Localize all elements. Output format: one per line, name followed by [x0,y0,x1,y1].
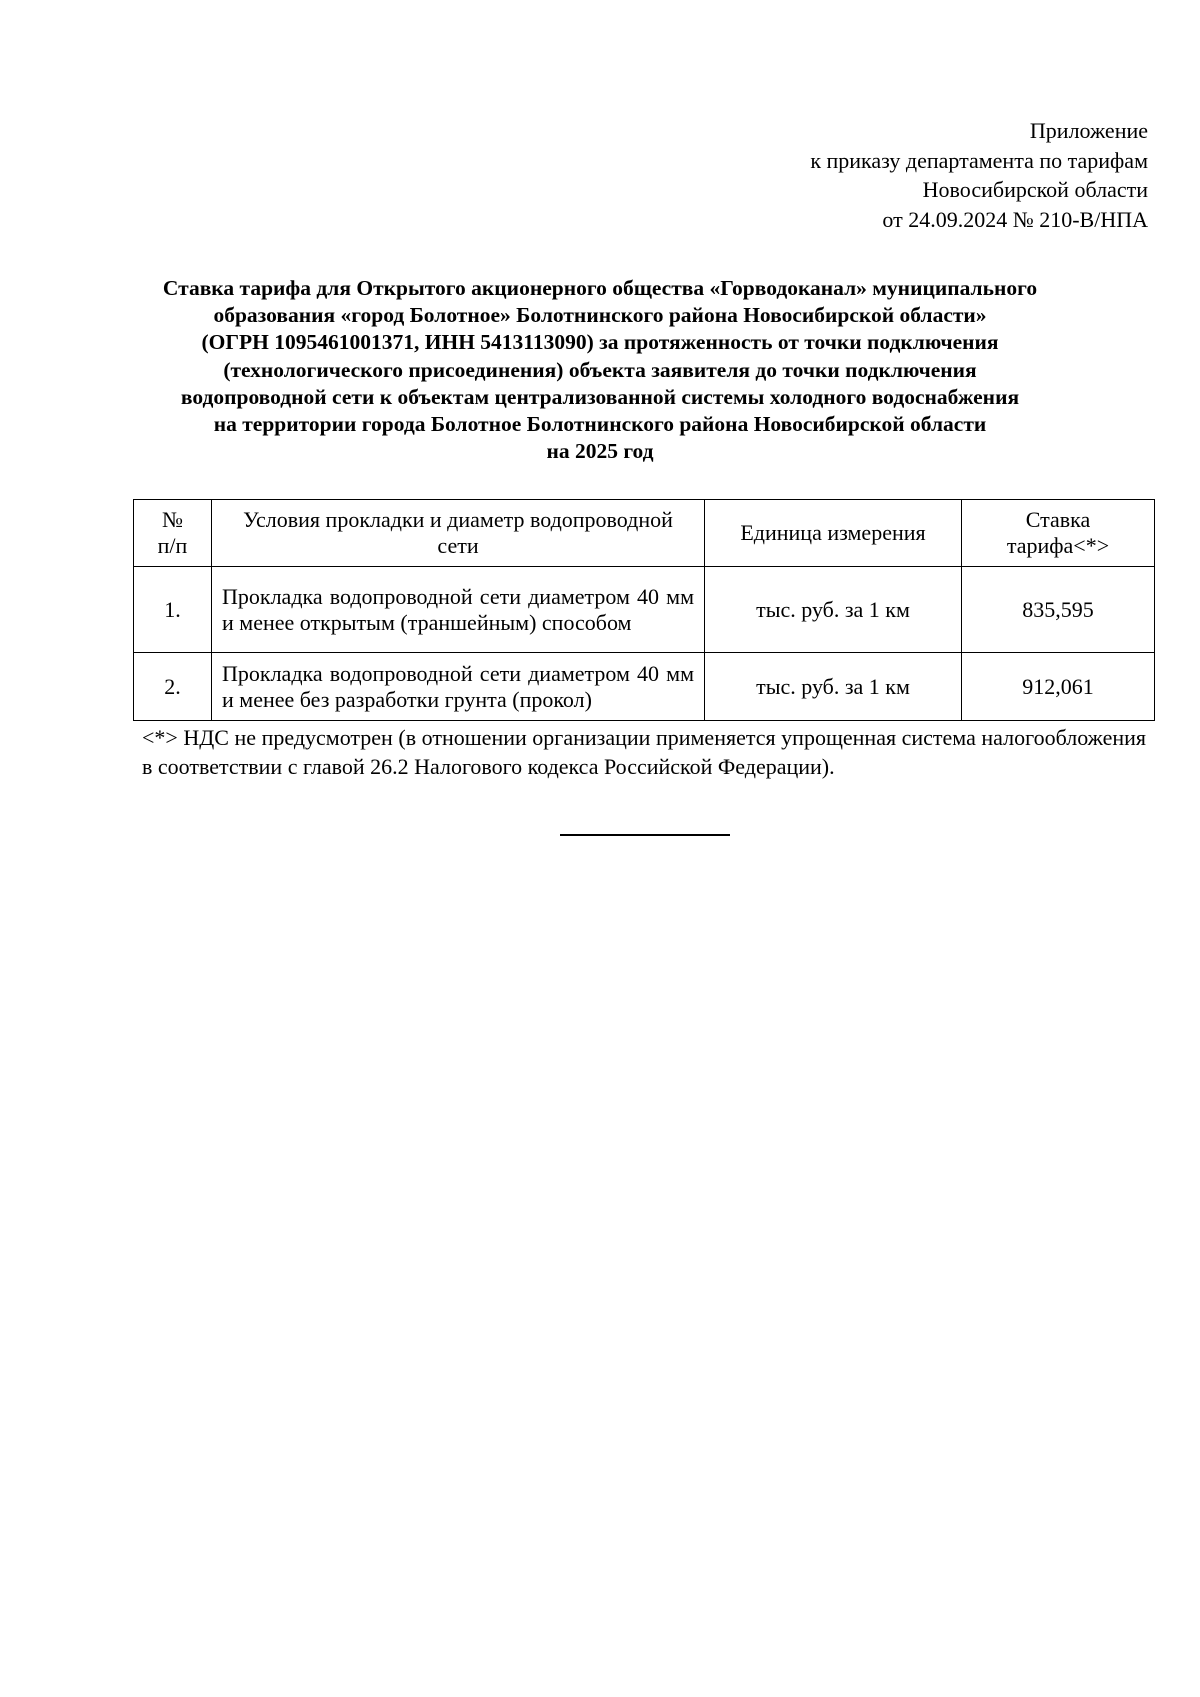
header-unit: Единица измерения [705,500,962,567]
closing-separator-line [560,834,730,836]
header-rate: Ставка тарифа<*> [962,500,1155,567]
row-conditions: Прокладка водопроводной сети диаметром 40 мм и менее без разработки грунта (прокол) [212,653,705,721]
table-header-row [134,500,1155,567]
row-unit: тыс. руб. за 1 км [705,653,962,721]
vat-footnote: <*> НДС не предусмотрен (в отношении организации применяется упрощенная система налогообложения в соответствии с главой 26.2 Налогового кодекса Российской Федерации). [142,725,1146,779]
title-line: Ставка тарифа для Открытого акционерного общества «Горводоканал» муниципального [162,276,1038,300]
row-number: 2. [134,653,212,721]
header-conditions: Условия прокладки и диаметр водопроводной сети [212,500,705,567]
title-line: (ОГРН 1095461001371, ИНН 5413113090) за протяженность от точки подключения [201,330,999,355]
row-conditions: Прокладка водопроводной сети диаметром 40 мм и менее открытым (траншейным) способом [212,567,705,653]
title-line: на территории города Болотное Болотнинского района Новосибирской области [213,412,987,437]
table-row [134,567,1155,653]
row-rate: 912,061 [962,653,1155,721]
document-title [130,275,1070,465]
row-number: 1. [134,567,212,653]
appendix-header [810,116,1148,234]
appendix-label: Приложение [1029,118,1148,143]
title-line: водопроводной сети к объектам централизованной системы холодного водоснабжения [180,384,1020,409]
table-row [134,653,1155,721]
row-rate: 835,595 [962,567,1155,653]
appendix-order-ref: к приказу департамента по тарифам [810,147,1148,173]
tariff-table [133,499,1155,721]
title-line: образования «город Болотное» Болотнинского района Новосибирской области» [213,303,987,328]
header-number-sign: № [162,507,183,532]
title-line: (технологического присоединения) объекта заявителя до точки подключения [223,357,977,382]
header-number-pp: п/п [157,533,188,558]
appendix-region: Новосибирской области [922,177,1148,202]
appendix-date-number: от 24.09.2024 № 210-В/НПА [882,206,1148,232]
title-line: на 2025 год [546,439,654,464]
header-number [134,500,212,567]
row-unit: тыс. руб. за 1 км [705,567,962,653]
